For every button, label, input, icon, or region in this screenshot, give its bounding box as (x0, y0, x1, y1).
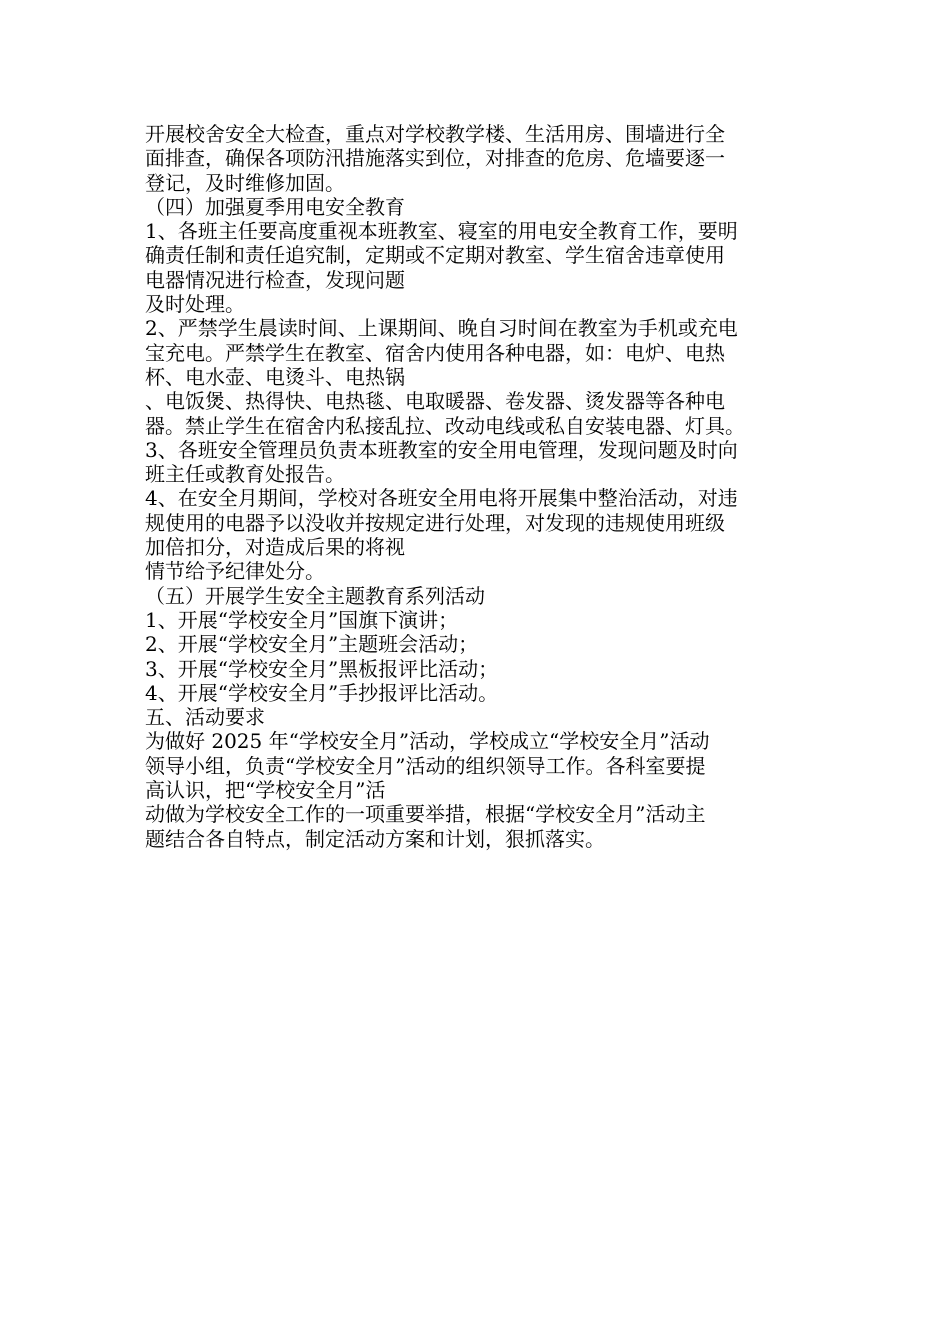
text-line: 领导小组，负责“学校安全月”活动的组织领导工作。各科室要提 (145, 753, 706, 778)
text-line: 4、在安全月期间，学校对各班安全用电将开展集中整治活动，对违 (145, 486, 738, 511)
text-line: 登记，及时维修加固。 (145, 170, 345, 195)
text-line: 电器情况进行检查，发现问题 (145, 267, 405, 292)
section-heading: 五、活动要求 (145, 705, 265, 730)
text-line: 宝充电。严禁学生在教室、宿舍内使用各种电器，如：电炉、电热 (145, 340, 725, 365)
text-line: 及时处理。 (145, 292, 245, 317)
text-line: 情节给予纪律处分。 (145, 559, 325, 584)
text-line: 1、各班主任要高度重视本班教室、寝室的用电安全教育工作，要明 (145, 219, 738, 244)
list-item: 4、开展“学校安全月”手抄报评比活动。 (145, 680, 499, 705)
list-item: 3、开展“学校安全月”黑板报评比活动； (145, 656, 499, 681)
list-item: 2、开展“学校安全月”主题班会活动； (145, 632, 479, 657)
text-line: 开展校舍安全大检查，重点对学校教学楼、生活用房、围墙进行全 (145, 122, 725, 146)
text-line: 器。禁止学生在宿舍内私接乱拉、改动电线或私自安装电器、灯具。 (145, 413, 745, 438)
text-line: 班主任或教育处报告。 (145, 462, 345, 487)
text-line: 、电饭煲、热得快、电热毯、电取暖器、卷发器、烫发器等各种电 (145, 389, 725, 414)
section-heading: （五）开展学生安全主题教育系列活动 (145, 583, 485, 608)
section-heading: （四）加强夏季用电安全教育 (145, 194, 405, 219)
text-line: 高认识，把“学校安全月”活 (145, 778, 386, 803)
text-line: 为做好 2025 年“学校安全月”活动，学校成立“学校安全月”活动 (145, 729, 710, 754)
text-line: 杯、电水壶、电烫斗、电热锅 (145, 364, 405, 389)
list-item: 1、开展“学校安全月”国旗下演讲； (145, 607, 459, 632)
text-line: 2、严禁学生晨读时间、上课期间、晚自习时间在教室为手机或充电 (145, 316, 738, 341)
text-line: 加倍扣分，对造成后果的将视 (145, 535, 405, 560)
text-line: 题结合各自特点，制定活动方案和计划，狠抓落实。 (145, 826, 605, 851)
text-line: 规使用的电器予以没收并按规定进行处理，对发现的违规使用班级 (145, 510, 725, 535)
text-line: 确责任制和责任追究制，定期或不定期对教室、学生宿舍违章使用 (145, 243, 725, 268)
text-line: 3、各班安全管理员负责本班教室的安全用电管理，发现问题及时向 (145, 437, 738, 462)
text-line: 面排查，确保各项防汛措施落实到位，对排查的危房、危墙要逐一 (145, 146, 725, 171)
text-line: 动做为学校安全工作的一项重要举措，根据“学校安全月”活动主 (145, 802, 706, 827)
document-body (145, 122, 810, 851)
